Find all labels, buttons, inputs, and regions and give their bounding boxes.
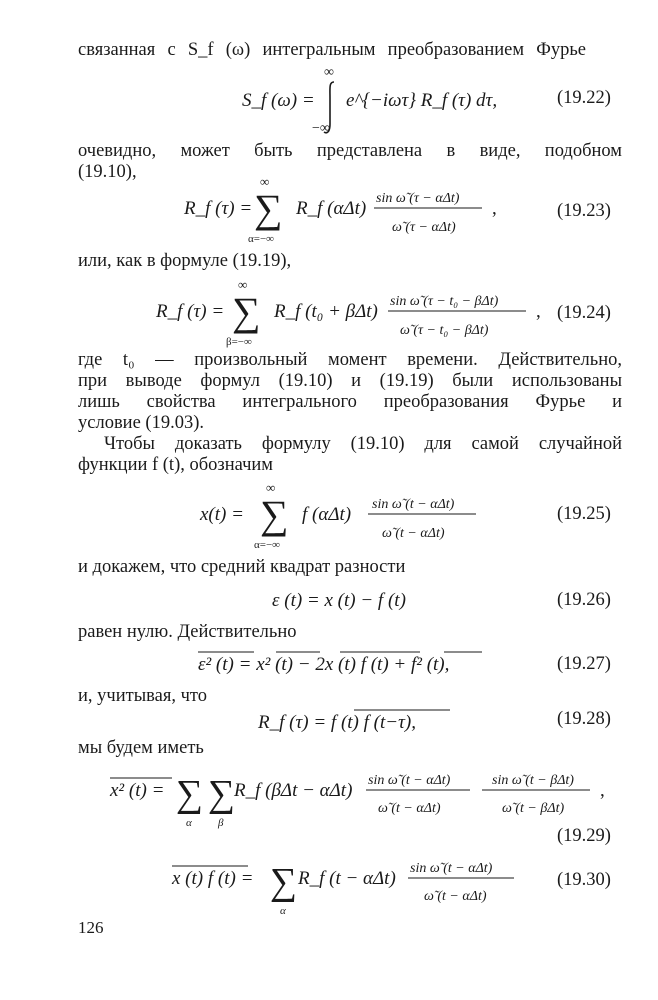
sum-index: β bbox=[218, 817, 224, 829]
eq-lhs: S_f (ω) = bbox=[242, 90, 315, 111]
eq-lhs: x (t) f (t) = bbox=[172, 868, 254, 889]
text-line: условие (19.03). bbox=[78, 413, 204, 433]
equation-number: (19.29) bbox=[557, 826, 611, 846]
eq-body: ε² (t) = x² (t) − 2x (t) f (t) + f² (t), bbox=[198, 654, 450, 675]
equation-19-30 bbox=[166, 854, 526, 918]
text-line: функции f (t), обозначим bbox=[78, 455, 273, 475]
eq-term: R_f (t₀ + βΔt) bbox=[274, 301, 378, 322]
eq-term: R_f (αΔt) bbox=[296, 198, 367, 219]
equation-19-27 bbox=[192, 648, 512, 680]
equation-number: (19.26) bbox=[557, 590, 611, 610]
eq-lhs: x² (t) = bbox=[110, 780, 165, 801]
text-line: очевидно, может быть представлена в виде, подобном bbox=[78, 141, 622, 161]
sum-index: α bbox=[280, 905, 286, 917]
equation-number: (19.23) bbox=[557, 201, 611, 221]
equation-19-28 bbox=[254, 704, 484, 736]
sum-lower-limit: β=−∞ bbox=[226, 336, 252, 348]
fraction-numerator: sin ω̃ (t − αΔt) bbox=[372, 497, 455, 512]
equation-19-26 bbox=[268, 586, 468, 616]
eq-lhs: x(t) = bbox=[200, 504, 244, 525]
equation-19-23 bbox=[180, 172, 520, 248]
eq-integrand: e^{−iωτ} R_f (τ) dτ, bbox=[346, 90, 498, 111]
comma: , bbox=[536, 301, 541, 322]
fraction-numerator: sin ω̃ (τ − t₀ − βΔt) bbox=[390, 294, 499, 309]
text-line: лишь свойства интегрального преобразования Фурье и bbox=[78, 392, 622, 412]
eq-term: f (αΔt) bbox=[302, 504, 352, 525]
sum-lower-limit: α=−∞ bbox=[248, 233, 275, 245]
fraction-denominator: ω̃ (τ − t₀ − βΔt) bbox=[400, 323, 489, 338]
sum-sign: ∑ bbox=[176, 773, 204, 815]
equation-19-29 bbox=[104, 760, 624, 832]
equation-number: (19.28) bbox=[557, 709, 611, 729]
fraction-numerator: sin ω̃ (t − βΔt) bbox=[492, 773, 574, 788]
sum-sign: ∑ bbox=[232, 289, 261, 334]
equation-19-22 bbox=[230, 62, 530, 136]
fraction-numerator: sin ω̃ (t − αΔt) bbox=[368, 773, 451, 788]
fraction-denominator: ω̃ (t − αΔt) bbox=[382, 526, 445, 541]
equation-19-25 bbox=[196, 478, 516, 554]
sum-upper-limit: ∞ bbox=[260, 174, 270, 189]
text-line: мы будем иметь bbox=[78, 738, 204, 758]
sum-index: α bbox=[186, 817, 192, 829]
sum-sign: ∑ bbox=[254, 186, 283, 231]
fraction-numerator: sin ω̃ (t − αΔt) bbox=[410, 861, 493, 876]
sum-sign: ∑ bbox=[208, 773, 236, 815]
text-line: и докажем, что средний квадрат разности bbox=[78, 557, 406, 577]
integral-upper-limit: ∞ bbox=[324, 65, 334, 80]
fraction-denominator: ω̃ (t − αΔt) bbox=[424, 889, 487, 904]
sum-lower-limit: α=−∞ bbox=[254, 539, 281, 551]
eq-lhs: R_f (τ) = bbox=[156, 301, 225, 322]
equation-19-24 bbox=[152, 275, 552, 351]
integral-lower-limit: −∞ bbox=[312, 121, 330, 136]
equation-number: (19.25) bbox=[557, 504, 611, 524]
equation-number: (19.27) bbox=[557, 654, 611, 674]
eq-body: R_f (τ) = f (t) f (t−τ), bbox=[258, 712, 416, 733]
text-line: где t₀ — произвольный момент времени. Действительно, bbox=[78, 350, 622, 370]
eq-lhs: R_f (τ) = bbox=[184, 198, 253, 219]
text-line: равен нулю. Действительно bbox=[78, 622, 297, 642]
fraction-denominator: ω̃ (τ − αΔt) bbox=[392, 220, 456, 235]
text-line: (19.10), bbox=[78, 162, 137, 182]
eq-body: ε (t) = x (t) − f (t) bbox=[272, 590, 406, 611]
text-line: Чтобы доказать формулу (19.10) для самой случайной bbox=[104, 434, 622, 454]
eq-term: R_f (βΔt − αΔt) bbox=[234, 780, 353, 801]
text-line: связанная с S_f (ω) интегральным преобразованием Фурье bbox=[78, 40, 586, 60]
equation-number: (19.24) bbox=[557, 303, 611, 323]
comma: , bbox=[492, 198, 497, 219]
page-number: 126 bbox=[78, 918, 104, 937]
sum-sign: ∑ bbox=[270, 861, 298, 903]
sum-sign: ∑ bbox=[260, 492, 289, 537]
sum-upper-limit: ∞ bbox=[238, 277, 248, 292]
equation-number: (19.30) bbox=[557, 870, 611, 890]
comma: , bbox=[600, 780, 605, 801]
fraction-numerator: sin ω̃ (τ − αΔt) bbox=[376, 191, 460, 206]
text-line: или, как в формуле (19.19), bbox=[78, 251, 292, 271]
equation-number: (19.22) bbox=[557, 88, 611, 108]
eq-term: R_f (t − αΔt) bbox=[298, 868, 396, 889]
fraction-denominator: ω̃ (t − βΔt) bbox=[502, 801, 565, 816]
fraction-denominator: ω̃ (t − αΔt) bbox=[378, 801, 441, 816]
text-line: и, учитывая, что bbox=[78, 686, 207, 706]
text-line: при выводе формул (19.10) и (19.19) были использованы bbox=[78, 371, 622, 391]
sum-upper-limit: ∞ bbox=[266, 480, 276, 495]
